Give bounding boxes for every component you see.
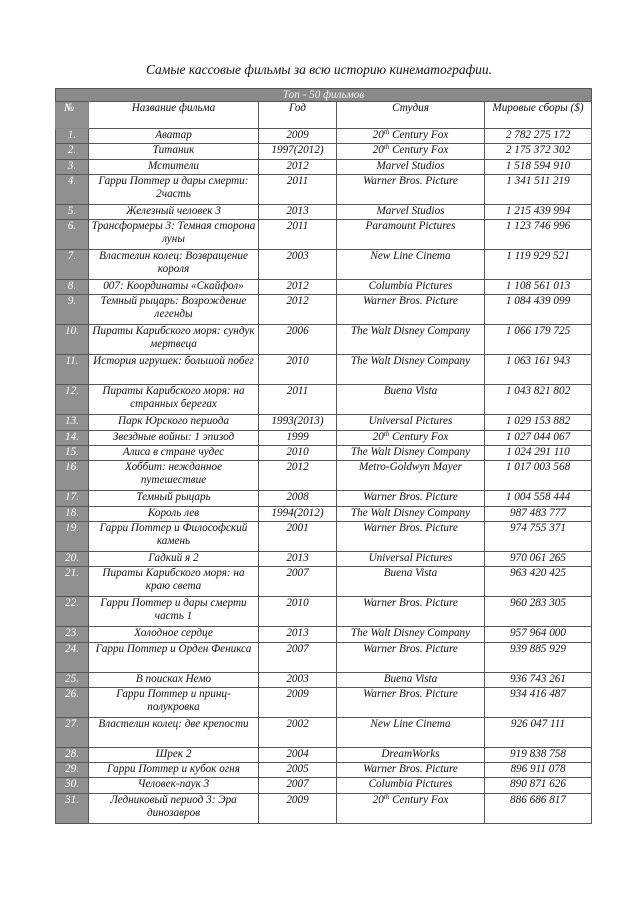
film-year: 1994(2012) — [259, 506, 337, 521]
film-title: Звездные войны: 1 эпизод — [89, 430, 259, 445]
studio-name: 20 — [372, 793, 384, 806]
film-title: Трансформеры 3: Темная сторона луны — [89, 220, 259, 250]
film-year: 2012 — [259, 280, 337, 295]
table-row — [56, 446, 592, 461]
table-row — [56, 642, 592, 672]
film-studio — [337, 159, 485, 174]
super-header-row — [56, 89, 592, 102]
film-year: 2007 — [259, 567, 337, 597]
row-number: 15. — [56, 446, 89, 461]
row-number: 18. — [56, 506, 89, 521]
studio-name: Columbia Pictures — [368, 280, 453, 293]
film-gross: 890 871 626 — [485, 778, 592, 793]
table-row — [56, 129, 592, 144]
film-gross: 896 911 078 — [485, 763, 592, 778]
studio-name: 20 — [372, 129, 384, 141]
film-year: 2003 — [259, 250, 337, 280]
row-number: 25. — [56, 672, 89, 687]
table-row — [56, 204, 592, 219]
film-gross: 1 066 179 725 — [485, 325, 592, 355]
film-year: 2009 — [259, 129, 337, 144]
table-row — [56, 220, 592, 250]
film-studio — [337, 250, 485, 280]
film-gross: 2 782 275 172 — [485, 129, 592, 144]
row-number: 12. — [56, 385, 89, 415]
film-year: 2009 — [259, 687, 337, 717]
studio-name: Warner Bros. Picture — [363, 597, 458, 610]
film-year: 2012 — [259, 159, 337, 174]
row-number: 9. — [56, 295, 89, 325]
table-row — [56, 491, 592, 506]
film-year: 2004 — [259, 747, 337, 762]
row-number: 8. — [56, 280, 89, 295]
studio-name: The Walt Disney Company — [350, 446, 471, 459]
film-title: Гадкий я 2 — [89, 551, 259, 566]
row-number: 22. — [56, 597, 89, 627]
film-title: Гарри Поттер и Орден Феникса — [89, 642, 259, 672]
film-studio — [337, 415, 485, 430]
film-studio — [337, 521, 485, 551]
studio-name: Warner Bros. Picture — [363, 763, 458, 776]
film-year: 1997(2012) — [259, 144, 337, 159]
film-title: Мстители — [89, 159, 259, 174]
film-title: Алиса в стране чудес — [89, 446, 259, 461]
film-studio — [337, 491, 485, 506]
film-studio — [337, 793, 485, 823]
film-studio — [337, 551, 485, 566]
film-title: В поисках Немо — [89, 672, 259, 687]
film-year: 2013 — [259, 627, 337, 642]
studio-name: The Walt Disney Company — [350, 627, 471, 640]
film-studio — [337, 763, 485, 778]
row-number: 4. — [56, 174, 89, 204]
table-row — [56, 430, 592, 445]
film-year: 2012 — [259, 461, 337, 491]
film-title: Пираты Карибского моря: на странных берегах — [89, 385, 259, 415]
film-studio — [337, 174, 485, 204]
studio-name: Warner Bros. Picture — [363, 295, 458, 308]
film-title: Железный человек 3 — [89, 204, 259, 219]
film-studio — [337, 204, 485, 219]
film-studio — [337, 461, 485, 491]
row-number: 17. — [56, 491, 89, 506]
film-title: Пираты Карибского моря: на краю света — [89, 567, 259, 597]
studio-name: Marvel Studios — [376, 204, 445, 217]
film-studio — [337, 717, 485, 747]
film-gross: 2 175 372 302 — [485, 144, 592, 159]
table-row — [56, 687, 592, 717]
film-studio — [337, 778, 485, 793]
film-title: Гарри Поттер и Философский камень — [89, 521, 259, 551]
film-gross: 1 027 044 067 — [485, 430, 592, 445]
row-number: 14. — [56, 430, 89, 445]
film-year: 2002 — [259, 717, 337, 747]
film-gross: 1 119 929 521 — [485, 250, 592, 280]
column-header-number: № — [56, 102, 89, 129]
film-gross: 960 283 305 — [485, 597, 592, 627]
row-number: 19. — [56, 521, 89, 551]
film-gross: 957 964 000 — [485, 627, 592, 642]
film-studio — [337, 385, 485, 415]
studio-name-rest: Century Fox — [389, 793, 449, 806]
row-number: 1. — [56, 129, 89, 144]
film-title: Темный рыцарь: Возрождение легенды — [89, 295, 259, 325]
film-studio — [337, 220, 485, 250]
row-number: 26. — [56, 687, 89, 717]
film-gross: 1 017 003 568 — [485, 461, 592, 491]
film-title: Гарри Поттер и кубок огня — [89, 763, 259, 778]
film-title: Ледниковый период 3: Эра динозавров — [89, 793, 259, 823]
column-header-year: Год — [259, 102, 337, 129]
row-number: 31. — [56, 793, 89, 823]
film-year: 2013 — [259, 551, 337, 566]
row-number: 11. — [56, 355, 89, 385]
film-title: Хоббит: нежданное путешествие — [89, 461, 259, 491]
film-gross: 1 029 153 882 — [485, 415, 592, 430]
table-row — [56, 250, 592, 280]
studio-name: Warner Bros. Picture — [363, 491, 458, 504]
table-row — [56, 521, 592, 551]
row-number: 5. — [56, 204, 89, 219]
film-gross: 1 123 746 996 — [485, 220, 592, 250]
film-gross: 1 108 561 013 — [485, 280, 592, 295]
film-year: 2007 — [259, 642, 337, 672]
film-studio — [337, 747, 485, 762]
film-gross: 936 743 261 — [485, 672, 592, 687]
film-gross: 987 483 777 — [485, 506, 592, 521]
film-year: 2007 — [259, 778, 337, 793]
row-number: 28. — [56, 747, 89, 762]
films-table — [55, 88, 592, 824]
film-year: 2012 — [259, 295, 337, 325]
film-gross: 1 215 439 994 — [485, 204, 592, 219]
film-gross: 926 047 111 — [485, 717, 592, 747]
film-title: Холодное сердце — [89, 627, 259, 642]
studio-ordinal-suffix: th — [383, 429, 390, 438]
film-title: Гарри Поттер и дары смерти часть 1 — [89, 597, 259, 627]
film-title: Шрек 2 — [89, 747, 259, 762]
table-row — [56, 778, 592, 793]
studio-name: Warner Bros. Picture — [363, 642, 458, 655]
studio-name: The Walt Disney Company — [350, 355, 471, 368]
table-row — [56, 763, 592, 778]
film-title: История игрушек: большой побег — [89, 355, 259, 385]
studio-name: Warner Bros. Picture — [363, 687, 458, 700]
studio-ordinal-suffix: th — [383, 143, 390, 152]
film-studio — [337, 567, 485, 597]
film-studio — [337, 144, 485, 159]
film-studio — [337, 642, 485, 672]
table-row — [56, 597, 592, 627]
studio-name-rest: Century Fox — [389, 129, 449, 141]
film-title: Темный рыцарь — [89, 491, 259, 506]
film-year: 2010 — [259, 355, 337, 385]
film-title: Гарри Поттер и принц-полукровка — [89, 687, 259, 717]
film-title: Пираты Карибского моря: сундук мертвеца — [89, 325, 259, 355]
film-year: 2013 — [259, 204, 337, 219]
film-year: 2011 — [259, 220, 337, 250]
table-row — [56, 159, 592, 174]
page-title: Самые кассовые фильмы за всю историю кинематографии. — [145, 62, 493, 77]
studio-name: Columbia Pictures — [368, 778, 453, 791]
row-number: 27. — [56, 717, 89, 747]
table-row — [56, 144, 592, 159]
table-row — [56, 295, 592, 325]
studio-name-rest: Century Fox — [389, 144, 449, 157]
film-studio — [337, 687, 485, 717]
studio-name: Buena Vista — [383, 567, 438, 580]
film-gross: 974 755 371 — [485, 521, 592, 551]
film-year: 2005 — [259, 763, 337, 778]
film-year: 2009 — [259, 793, 337, 823]
studio-name: New Line Cinema — [370, 717, 451, 730]
table-row — [56, 627, 592, 642]
row-number: 24. — [56, 642, 89, 672]
row-number: 2. — [56, 144, 89, 159]
studio-name: DreamWorks — [381, 747, 440, 760]
film-title: Король лев — [89, 506, 259, 521]
row-number: 10. — [56, 325, 89, 355]
studio-ordinal-suffix: th — [383, 128, 390, 136]
studio-name: The Walt Disney Company — [350, 325, 471, 338]
film-gross: 939 885 929 — [485, 642, 592, 672]
table-row — [56, 717, 592, 747]
table-row — [56, 280, 592, 295]
film-title: Властелин колец: Возвращение короля — [89, 250, 259, 280]
table-row — [56, 747, 592, 762]
film-gross: 1 043 821 802 — [485, 385, 592, 415]
film-gross: 970 061 265 — [485, 551, 592, 566]
film-title: Властелин колец: две крепости — [89, 717, 259, 747]
studio-name: 20 — [372, 144, 384, 157]
film-year: 1993(2013) — [259, 415, 337, 430]
film-gross: 963 420 425 — [485, 567, 592, 597]
studio-name: Warner Bros. Picture — [363, 521, 458, 534]
studio-name: 20 — [372, 430, 384, 443]
table-row — [56, 551, 592, 566]
row-number: 23. — [56, 627, 89, 642]
studio-name: Buena Vista — [383, 672, 438, 685]
film-studio — [337, 672, 485, 687]
studio-name: The Walt Disney Company — [350, 506, 471, 519]
film-studio — [337, 129, 485, 144]
film-studio — [337, 355, 485, 385]
film-year: 1999 — [259, 430, 337, 445]
row-number: 6. — [56, 220, 89, 250]
film-title: Аватар — [89, 129, 259, 144]
table-row — [56, 461, 592, 491]
film-studio — [337, 295, 485, 325]
row-number: 29. — [56, 763, 89, 778]
film-year: 2010 — [259, 597, 337, 627]
film-title: Титаник — [89, 144, 259, 159]
table-row — [56, 355, 592, 385]
film-studio — [337, 446, 485, 461]
table-header — [56, 89, 592, 129]
film-gross: 934 416 487 — [485, 687, 592, 717]
table-row — [56, 385, 592, 415]
studio-name: Paramount Pictures — [365, 220, 456, 233]
studio-name: Marvel Studios — [376, 159, 445, 172]
film-studio — [337, 597, 485, 627]
studio-name: Warner Bros. Picture — [363, 174, 458, 187]
film-gross: 886 686 817 — [485, 793, 592, 823]
film-studio — [337, 430, 485, 445]
film-gross: 919 838 758 — [485, 747, 592, 762]
film-title: 007: Координаты «Скайфол» — [89, 280, 259, 295]
studio-ordinal-suffix: th — [383, 792, 390, 801]
film-title: Парк Юрского периода — [89, 415, 259, 430]
table-row — [56, 415, 592, 430]
row-number: 30. — [56, 778, 89, 793]
film-gross: 1 004 558 444 — [485, 491, 592, 506]
table-row — [56, 174, 592, 204]
film-year: 2011 — [259, 385, 337, 415]
studio-name: Buena Vista — [383, 385, 438, 398]
table-row — [56, 793, 592, 823]
film-gross: 1 341 511 219 — [485, 174, 592, 204]
table-row — [56, 672, 592, 687]
column-header-title: Название фильма — [89, 102, 259, 129]
column-header-row — [56, 102, 592, 129]
studio-name: Universal Pictures — [368, 415, 453, 428]
table-row — [56, 325, 592, 355]
row-number: 7. — [56, 250, 89, 280]
row-number: 20. — [56, 551, 89, 566]
table-row — [56, 567, 592, 597]
film-title: Человек-паук 3 — [89, 778, 259, 793]
row-number: 21. — [56, 567, 89, 597]
film-studio — [337, 506, 485, 521]
film-year: 2010 — [259, 446, 337, 461]
film-year: 2003 — [259, 672, 337, 687]
studio-name-rest: Century Fox — [389, 430, 449, 443]
studio-name: Metro-Goldwyn Mayer — [358, 461, 463, 474]
film-gross: 1 024 291 110 — [485, 446, 592, 461]
row-number: 3. — [56, 159, 89, 174]
table-row — [56, 506, 592, 521]
film-studio — [337, 325, 485, 355]
row-number: 13. — [56, 415, 89, 430]
super-header: Топ - 50 фильмов — [56, 89, 592, 102]
film-gross: 1 084 439 099 — [485, 295, 592, 325]
row-number: 16. — [56, 461, 89, 491]
film-year: 2008 — [259, 491, 337, 506]
table-body — [56, 129, 592, 824]
film-title: Гарри Поттер и дары смерти: 2часть — [89, 174, 259, 204]
studio-name: Universal Pictures — [368, 551, 453, 564]
studio-name: New Line Cinema — [370, 250, 451, 263]
column-header-studio: Студия — [337, 102, 485, 129]
film-gross: 1 063 161 943 — [485, 355, 592, 385]
film-studio — [337, 280, 485, 295]
column-header-gross: Мировые сборы ($) — [485, 102, 592, 129]
film-year: 2006 — [259, 325, 337, 355]
film-year: 2001 — [259, 521, 337, 551]
film-year: 2011 — [259, 174, 337, 204]
film-studio — [337, 627, 485, 642]
film-gross: 1 518 594 910 — [485, 159, 592, 174]
